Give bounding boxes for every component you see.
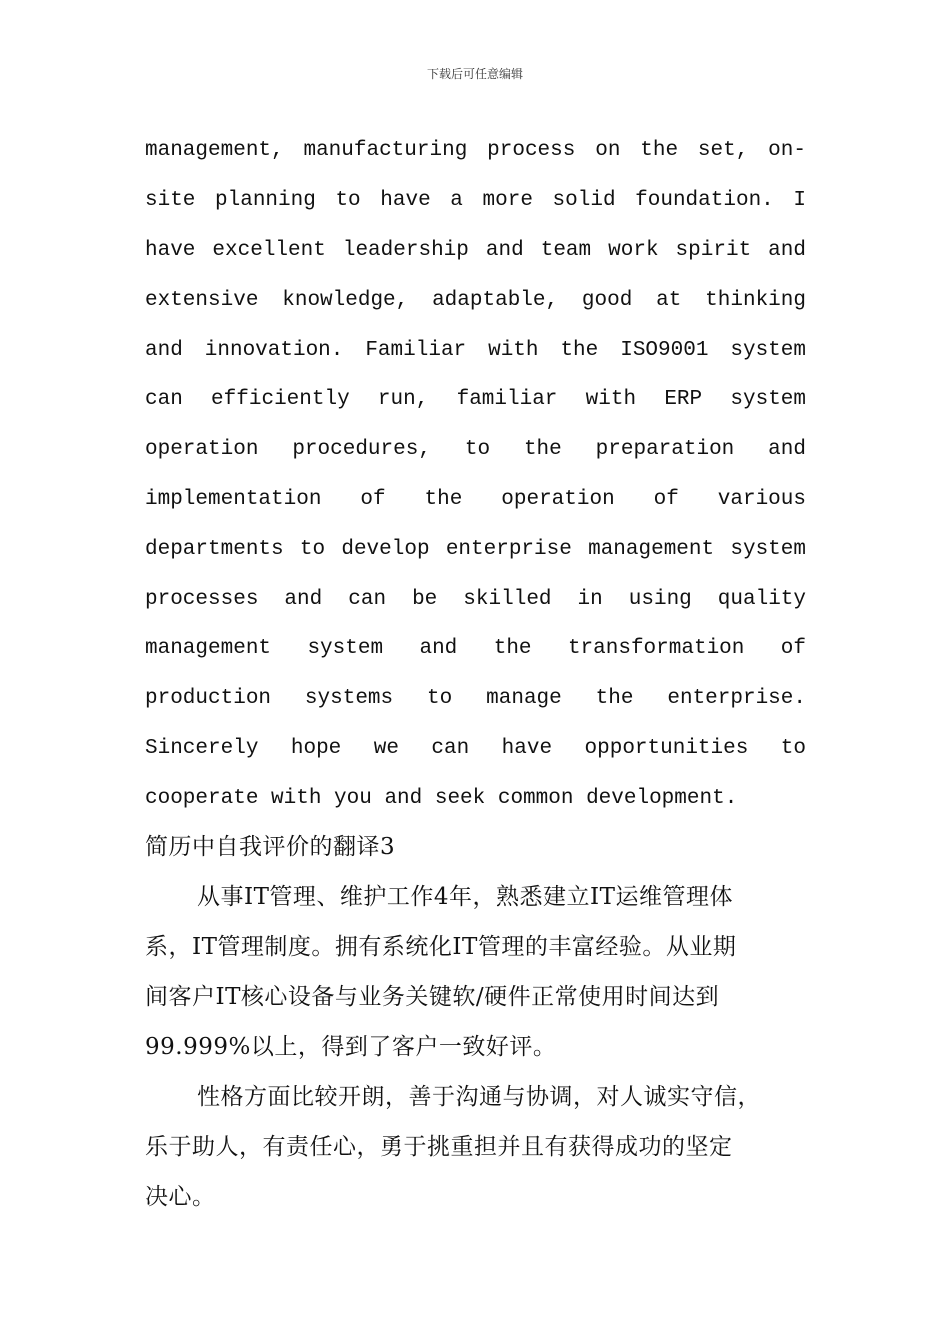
text-line: 99.999%以上，得到了客户一致好评。 [145, 1034, 557, 1060]
paragraph-personality [145, 1072, 806, 1222]
text-line: departments to develop enterprise management system [145, 538, 806, 561]
text-line: implementation of the operation of various [145, 488, 806, 511]
text-line: management, manufacturing process on the set, on- [145, 139, 806, 162]
text-line: extensive knowledge, adaptable, good at thinking [145, 289, 806, 312]
text-line: 性格方面比较开朗，善于沟通与协调，对人诚实守信， [197, 1084, 761, 1110]
text-line: cooperate with you and seek common development. [145, 787, 738, 810]
paragraph-it-experience [145, 872, 806, 1072]
section-title: 简历中自我评价的翻译3 [145, 834, 396, 860]
text-line: 系，IT管理制度。拥有系统化IT管理的丰富经验。从业期 [145, 934, 737, 960]
text-line: processes and can be skilled in using quality [145, 588, 806, 611]
text-line: Sincerely hope we can have opportunities to [145, 737, 806, 760]
text-line: 间客户IT核心设备与业务关键软/硬件正常使用时间达到 [145, 984, 720, 1010]
text-line: have excellent leadership and team work spirit and [145, 239, 806, 262]
text-line: site planning to have a more solid foundation. I [145, 189, 806, 212]
page-header: 下载后可任意编辑 [426, 67, 523, 81]
text-line: production systems to manage the enterprise. [145, 687, 806, 710]
text-line: operation procedures, to the preparation and [145, 438, 806, 461]
text-line: 从事IT管理、维护工作4年，熟悉建立IT运维管理体 [197, 884, 733, 910]
text-line: 乐于助人，有责任心，勇于挑重担并且有获得成功的坚定 [145, 1134, 733, 1160]
text-line: management system and the transformation of [145, 637, 806, 660]
text-line: can efficiently run, familiar with ERP system [145, 388, 806, 411]
text-line: and innovation. Familiar with the ISO9001 system [145, 339, 806, 362]
text-line: 决心。 [145, 1184, 216, 1210]
